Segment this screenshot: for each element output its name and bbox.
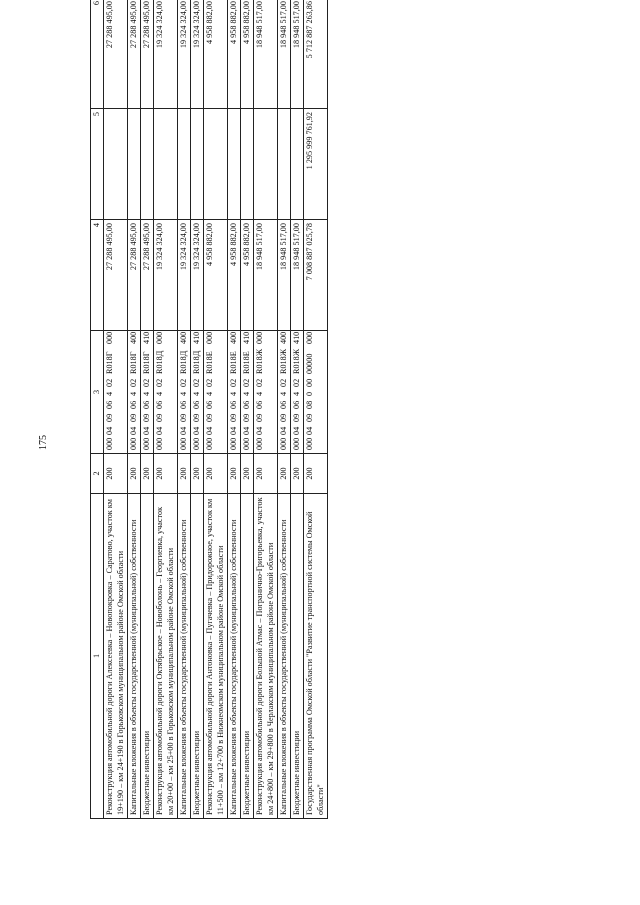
col-header-3: 3: [91, 331, 104, 454]
classification-part: 410: [242, 331, 251, 344]
classification-part: 09: [192, 413, 201, 422]
row-amount-col4: 4 958 882,00: [204, 220, 228, 331]
row-amount-col4: 19 324 324,00: [191, 220, 204, 331]
classification-part: 000: [228, 437, 238, 450]
classification-part: 06: [228, 400, 238, 409]
col-header-4: 4: [91, 220, 104, 331]
classification-part: 09: [105, 413, 115, 422]
classification-part: 02: [242, 378, 251, 387]
row-amount-col4: 18 948 517,00: [291, 220, 304, 331]
classification-part: 06: [205, 400, 215, 409]
row-classification: [191, 331, 204, 454]
classification-part: 000: [278, 437, 288, 450]
classification-part: 09: [205, 413, 215, 422]
col-header-6: 6: [91, 0, 104, 109]
row-classification: [227, 331, 240, 454]
classification-part: R018Ж: [255, 348, 265, 374]
classification-part: 02: [105, 378, 115, 387]
row-amount-col6: 27 288 495,00: [127, 0, 140, 109]
classification-part: R018Е: [228, 351, 238, 374]
classification-part: R018Д: [155, 350, 165, 374]
col-header-1: 1: [91, 494, 104, 819]
classification-part: R018Г: [142, 351, 151, 374]
classification-part: 06: [192, 400, 201, 409]
row-name: Реконструкция автомобильной дороги Большой Атмас – Погранично-Григорьевка, участок км 24+800 – км 29+800 в Черлакском муниципальном районе Омской области: [254, 494, 278, 819]
classification-part: 4: [142, 391, 151, 396]
table-row: [277, 0, 290, 819]
classification-part: 02: [205, 378, 215, 387]
classification-part: 4: [255, 391, 265, 396]
classification-part: 04: [242, 426, 251, 435]
row-amount-col6: 19 324 324,00: [191, 0, 204, 109]
classification-part: 09: [228, 413, 238, 422]
row-amount-col6: 27 288 495,00: [104, 0, 128, 109]
classification-part: 400: [228, 331, 238, 344]
row-code: 200: [254, 454, 278, 494]
row-code: 200: [227, 454, 240, 494]
row-amount-col4: 18 948 517,00: [277, 220, 290, 331]
table-row: [241, 0, 254, 819]
row-name: Реконструкция автомобильной дороги Октябрьское – Новоболонь – Георгиевка, участок км 20+00 – км 25+00 в Горьковском муниципальном районе Омской области: [154, 494, 178, 819]
classification-part: 06: [255, 400, 265, 409]
row-amount-col5: [204, 109, 228, 220]
classification-part: 000: [205, 437, 215, 450]
row-amount-col6: 18 948 517,00: [277, 0, 290, 109]
classification-part: 400: [128, 331, 138, 344]
page-number: 175: [38, 435, 49, 450]
classification-part: 000: [255, 331, 265, 344]
table-row: [104, 0, 128, 819]
row-classification: [104, 331, 128, 454]
classification-part: 000: [128, 437, 138, 450]
classification-part: 4: [228, 391, 238, 396]
row-name: Капитальные вложения в объекты государственной (муниципальной) собственности: [127, 494, 140, 819]
classification-part: R018Д: [192, 350, 201, 374]
classification-part: 06: [292, 400, 301, 409]
classification-part: 4: [105, 391, 115, 396]
classification-part: R018Г: [105, 351, 115, 374]
classification-part: 4: [242, 391, 251, 396]
classification-part: 09: [278, 413, 288, 422]
classification-part: R018Ж: [278, 348, 288, 374]
row-name: Бюджетные инвестиции: [291, 494, 304, 819]
row-amount-col6: 18 948 517,00: [254, 0, 278, 109]
row-name: Реконструкция автомобильной дороги Антоновка – Пугачевка – Придорожное, участок км 11+500 – км 12+700 в Нижнеомском муниципальном районе Омской области: [204, 494, 228, 819]
classification-part: 00: [305, 378, 315, 387]
row-amount-col4: 27 288 495,00: [141, 220, 154, 331]
classification-part: 04: [305, 426, 315, 435]
classification-part: 4: [128, 391, 138, 396]
classification-part: 000: [105, 331, 115, 344]
classification-part: 02: [192, 378, 201, 387]
classification-part: 000: [155, 437, 165, 450]
row-name: Бюджетные инвестиции: [191, 494, 204, 819]
classification-part: 04: [142, 426, 151, 435]
row-name: Реконструкция автомобильной дороги Алексеевка – Новопокровка – Саратово, участок км 19+190 – км 24+190 в Горьковском муниципальном районе Омской области: [104, 494, 128, 819]
row-classification: [277, 331, 290, 454]
row-amount-col6: 18 948 517,00: [291, 0, 304, 109]
classification-part: 000: [292, 437, 301, 450]
col-header-2: 2: [91, 454, 104, 494]
classification-part: 06: [155, 400, 165, 409]
classification-part: 06: [105, 400, 115, 409]
classification-part: 04: [105, 426, 115, 435]
row-classification: [304, 331, 328, 454]
classification-part: 04: [155, 426, 165, 435]
classification-part: 000: [242, 437, 251, 450]
classification-part: 04: [255, 426, 265, 435]
classification-part: 04: [278, 426, 288, 435]
classification-part: 02: [155, 378, 165, 387]
classification-part: 09: [142, 413, 151, 422]
row-name: Капитальные вложения в объекты государственной (муниципальной) собственности: [227, 494, 240, 819]
row-amount-col5: [254, 109, 278, 220]
classification-part: 06: [242, 400, 251, 409]
row-amount-col5: 1 295 999 761,92: [304, 109, 328, 220]
classification-part: 09: [242, 413, 251, 422]
classification-part: 000: [192, 437, 201, 450]
table-row: [304, 0, 328, 819]
classification-part: 04: [292, 426, 301, 435]
classification-part: 06: [278, 400, 288, 409]
classification-part: 04: [205, 426, 215, 435]
classification-part: 09: [155, 413, 165, 422]
classification-part: 0: [305, 391, 315, 396]
classification-part: 08: [305, 400, 315, 409]
row-code: 200: [154, 454, 178, 494]
table-row: [227, 0, 240, 819]
classification-part: 000: [255, 437, 265, 450]
row-amount-col5: [154, 109, 178, 220]
classification-part: 06: [142, 400, 151, 409]
table-row: [291, 0, 304, 819]
table-body: [104, 0, 328, 819]
classification-part: 04: [128, 426, 138, 435]
classification-part: 000: [155, 331, 165, 344]
row-amount-col6: 19 324 324,00: [154, 0, 178, 109]
row-code: 200: [141, 454, 154, 494]
row-amount-col6: 4 958 882,00: [241, 0, 254, 109]
classification-part: 4: [205, 391, 215, 396]
classification-part: 04: [192, 426, 201, 435]
classification-part: 02: [292, 378, 301, 387]
classification-part: R018Г: [128, 351, 138, 374]
row-name: Бюджетные инвестиции: [141, 494, 154, 819]
table-row: [154, 0, 178, 819]
row-amount-col4: 27 288 495,00: [104, 220, 128, 331]
classification-part: 000: [305, 437, 315, 450]
classification-part: 4: [292, 391, 301, 396]
row-classification: [204, 331, 228, 454]
classification-part: 410: [192, 331, 201, 344]
row-amount-col5: [291, 109, 304, 220]
classification-part: R018Е: [242, 351, 251, 374]
classification-part: 4: [155, 391, 165, 396]
classification-part: 09: [128, 413, 138, 422]
row-classification: [241, 331, 254, 454]
table-row: [254, 0, 278, 819]
classification-part: 02: [255, 378, 265, 387]
classification-part: 09: [292, 413, 301, 422]
row-amount-col5: [177, 109, 190, 220]
row-amount-col4: 4 958 882,00: [241, 220, 254, 331]
row-amount-col4: 19 324 324,00: [177, 220, 190, 331]
row-name: Государственная программа Омской области "Развитие транспортной системы Омской области": [304, 494, 328, 819]
row-classification: [141, 331, 154, 454]
row-amount-col5: [277, 109, 290, 220]
row-amount-col4: 7 008 887 025,78: [304, 220, 328, 331]
classification-part: 02: [128, 378, 138, 387]
header-row: [91, 0, 104, 819]
classification-part: 410: [142, 331, 151, 344]
row-amount-col5: [141, 109, 154, 220]
row-amount-col5: [127, 109, 140, 220]
row-classification: [291, 331, 304, 454]
row-amount-col5: [104, 109, 128, 220]
row-amount-col5: [227, 109, 240, 220]
classification-part: R018Д: [178, 350, 188, 374]
classification-part: 4: [178, 391, 188, 396]
table-row: [204, 0, 228, 819]
classification-part: 02: [178, 378, 188, 387]
row-amount-col4: 18 948 517,00: [254, 220, 278, 331]
table-row: [127, 0, 140, 819]
classification-part: 000: [205, 331, 215, 344]
classification-part: 000: [305, 331, 315, 344]
classification-part: 06: [178, 400, 188, 409]
classification-part: 02: [228, 378, 238, 387]
classification-part: 000: [178, 437, 188, 450]
row-code: 200: [241, 454, 254, 494]
row-name: Бюджетные инвестиции: [241, 494, 254, 819]
row-amount-col6: 4 958 882,00: [227, 0, 240, 109]
budget-table: [90, 0, 328, 819]
row-amount-col5: [191, 109, 204, 220]
row-amount-col4: 19 324 324,00: [154, 220, 178, 331]
classification-part: 09: [255, 413, 265, 422]
row-amount-col4: 27 288 495,00: [127, 220, 140, 331]
row-name: Капитальные вложения в объекты государственной (муниципальной) собственности: [277, 494, 290, 819]
row-code: 200: [127, 454, 140, 494]
table-row: [177, 0, 190, 819]
classification-part: 000: [142, 437, 151, 450]
row-amount-col6: 5 712 887 263,86: [304, 0, 328, 109]
row-code: 200: [104, 454, 128, 494]
classification-part: 02: [278, 378, 288, 387]
row-classification: [177, 331, 190, 454]
row-amount-col5: [241, 109, 254, 220]
classification-part: 02: [142, 378, 151, 387]
classification-part: 410: [292, 331, 301, 344]
row-name: Капитальные вложения в объекты государственной (муниципальной) собственности: [177, 494, 190, 819]
col-header-5: 5: [91, 109, 104, 220]
classification-part: 00000: [305, 353, 315, 374]
row-code: 200: [304, 454, 328, 494]
row-classification: [127, 331, 140, 454]
table-row: [191, 0, 204, 819]
classification-part: 09: [178, 413, 188, 422]
row-code: 200: [204, 454, 228, 494]
table-row: [141, 0, 154, 819]
classification-part: 06: [128, 400, 138, 409]
row-classification: [154, 331, 178, 454]
row-amount-col6: 19 324 324,00: [177, 0, 190, 109]
classification-part: R018Е: [205, 351, 215, 374]
row-code: 200: [177, 454, 190, 494]
row-code: 200: [277, 454, 290, 494]
classification-part: 04: [228, 426, 238, 435]
row-amount-col6: 27 288 495,00: [141, 0, 154, 109]
row-classification: [254, 331, 278, 454]
classification-part: 4: [192, 391, 201, 396]
row-code: 200: [191, 454, 204, 494]
row-amount-col6: 4 958 882,00: [204, 0, 228, 109]
classification-part: 400: [278, 331, 288, 344]
row-code: 200: [291, 454, 304, 494]
classification-part: 09: [305, 413, 315, 422]
row-amount-col4: 4 958 882,00: [227, 220, 240, 331]
classification-part: 04: [178, 426, 188, 435]
classification-part: R018Ж: [292, 348, 301, 374]
classification-part: 400: [178, 331, 188, 344]
rotated-table-wrapper: [90, 1, 503, 819]
classification-part: 4: [278, 391, 288, 396]
classification-part: 000: [105, 437, 115, 450]
